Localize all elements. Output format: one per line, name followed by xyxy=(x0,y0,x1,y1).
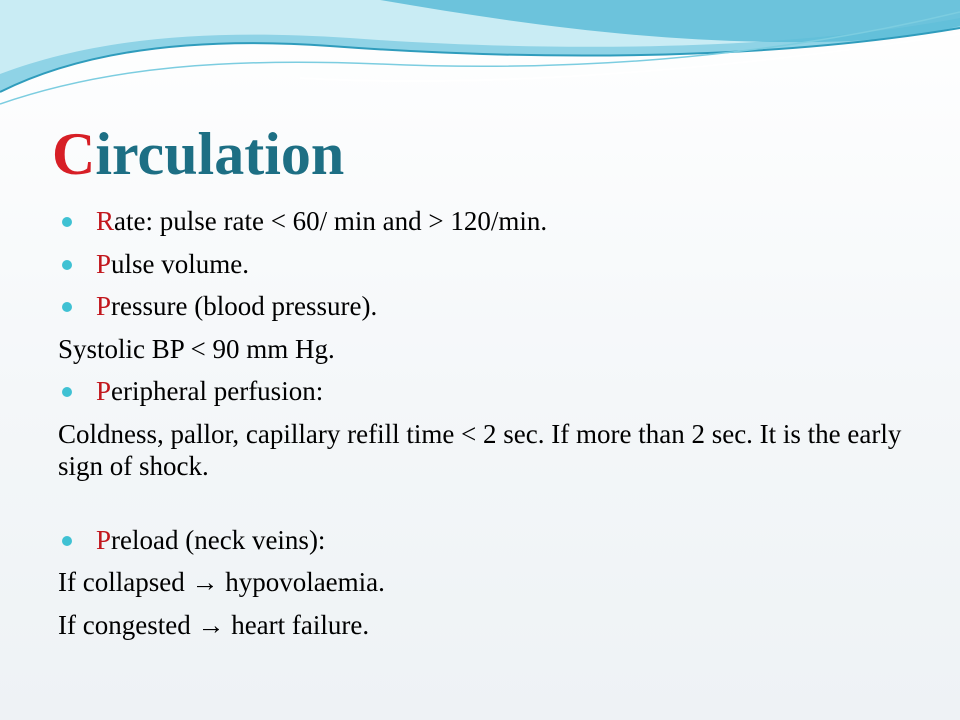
text-collapsed: If collapsed → hypovolaemia. xyxy=(58,567,385,597)
bullet-initial: P xyxy=(96,376,112,406)
text-perfusion-details: Coldness, pallor, capillary refill time < 2 sec. If more than 2 sec. It is the early sign of shock. xyxy=(58,418,902,481)
bullet-text: ressure (blood pressure). xyxy=(111,291,378,321)
slide-title-initial: C xyxy=(52,121,96,187)
slide-title-rest: irculation xyxy=(95,121,345,187)
bullet-text: reload (neck veins): xyxy=(111,524,326,555)
slide-body xyxy=(58,205,938,651)
header-wave-decoration xyxy=(0,0,960,110)
bullet-text: ulse volume. xyxy=(111,248,250,279)
bullet-dot-icon xyxy=(62,302,72,312)
bullet-item-preload xyxy=(58,524,938,556)
bullet-item-pulse-volume xyxy=(58,248,938,280)
bullet-item-pressure xyxy=(58,290,938,322)
text-congested: If congested → heart failure. xyxy=(58,609,370,640)
bullet-initial: R xyxy=(96,206,115,236)
bullet-dot-icon xyxy=(62,536,72,546)
bullet-dot-icon xyxy=(62,217,72,227)
text-systolic-bp: Systolic BP < 90 mm Hg. xyxy=(58,333,335,364)
bullet-dot-icon xyxy=(62,260,72,270)
bullet-text: eripheral perfusion: xyxy=(111,376,324,406)
bullet-dot-icon xyxy=(62,387,72,397)
slide-title xyxy=(52,118,344,190)
bullet-initial: P xyxy=(96,248,112,279)
bullet-initial: P xyxy=(96,291,112,321)
bullet-initial: P xyxy=(96,524,112,555)
bullet-text: ate: pulse rate < 60/ min and > 120/min. xyxy=(114,206,548,236)
bullet-item-rate xyxy=(58,205,938,237)
bullet-item-peripheral-perfusion xyxy=(58,375,938,407)
